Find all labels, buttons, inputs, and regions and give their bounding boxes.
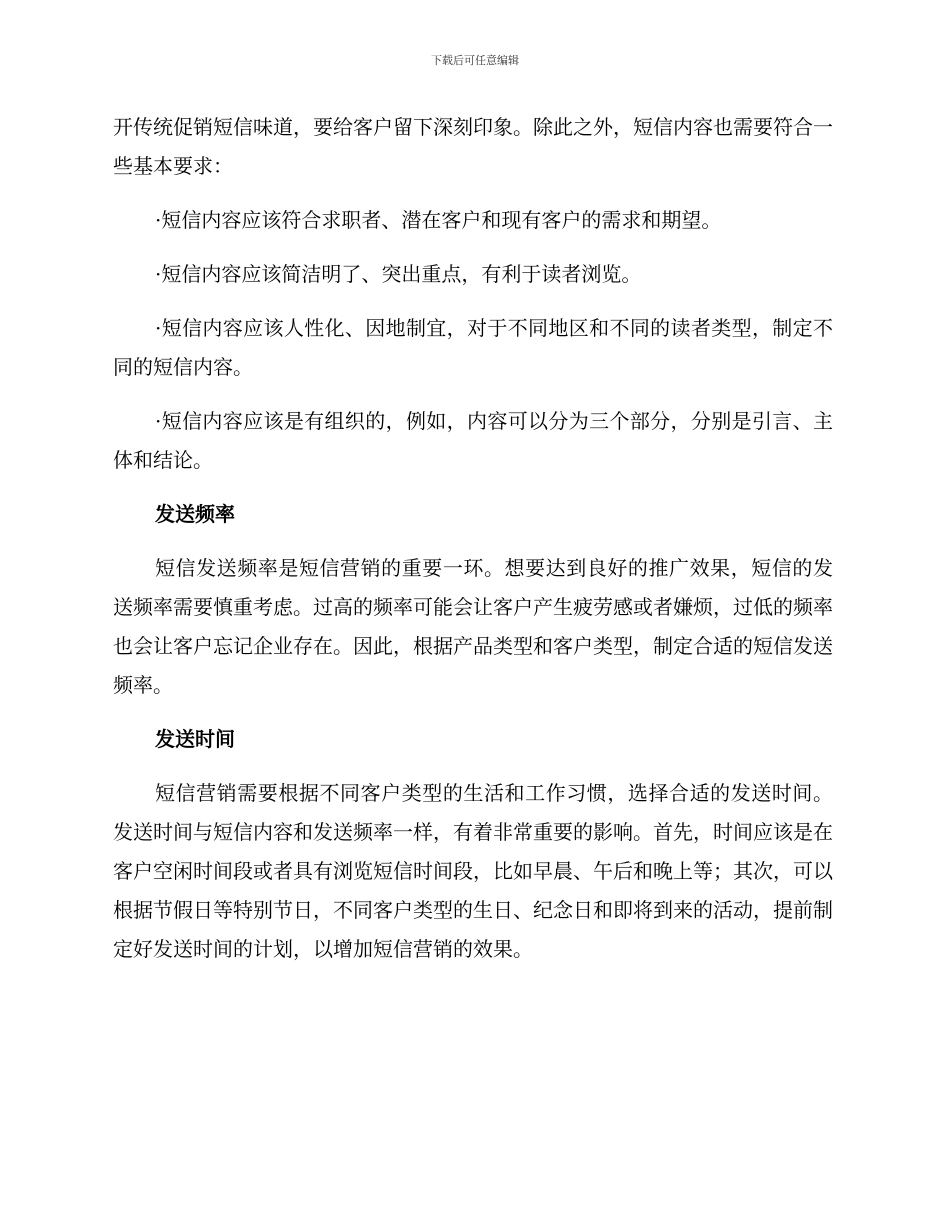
document-body	[113, 108, 833, 984]
page-header: 下载后可任意编辑	[431, 54, 519, 67]
bullet-item: ·短信内容应该简洁明了、突出重点，有利于读者浏览。	[155, 262, 642, 286]
bullet-item: ·短信内容应该是有组织的，例如，内容可以分为三个部分，分别是引言、主体和结论。	[113, 409, 833, 472]
bullet-item: ·短信内容应该人性化、因地制宜，对于不同地区和不同的读者类型，制定不同的短信内容。	[113, 316, 833, 379]
bullet-item: ·短信内容应该符合求职者、潜在客户和现有客户的需求和期望。	[155, 208, 722, 232]
time-paragraph: 短信营销需要根据不同客户类型的生活和工作习惯，选择合适的发送时间。发送时间与短信内容和发送频率一样，有着非常重要的影响。首先，时间应该是在客户空闲时间段或者具有浏览短信时间段，比如早晨、午后和晚上等；其次，可以根据节假日等特别节日，不同客户类型的生日、纪念日和即将到来的活动，提前制定好发送时间的计划，以增加短信营销的效果。	[113, 781, 833, 961]
intro-paragraph: 开传统促销短信味道，要给客户留下深刻印象。除此之外，短信内容也需要符合一些基本要求：	[113, 115, 833, 178]
section-heading-time: 发送时间	[155, 727, 235, 751]
section-heading-frequency: 发送频率	[155, 502, 235, 526]
frequency-paragraph: 短信发送频率是短信营销的重要一环。想要达到良好的推广效果，短信的发送频率需要慎重考虑。过高的频率可能会让客户产生疲劳感或者嫌烦，过低的频率也会让客户忘记企业存在。因此，根据产品类型和客户类型，制定合适的短信发送频率。	[113, 556, 833, 697]
